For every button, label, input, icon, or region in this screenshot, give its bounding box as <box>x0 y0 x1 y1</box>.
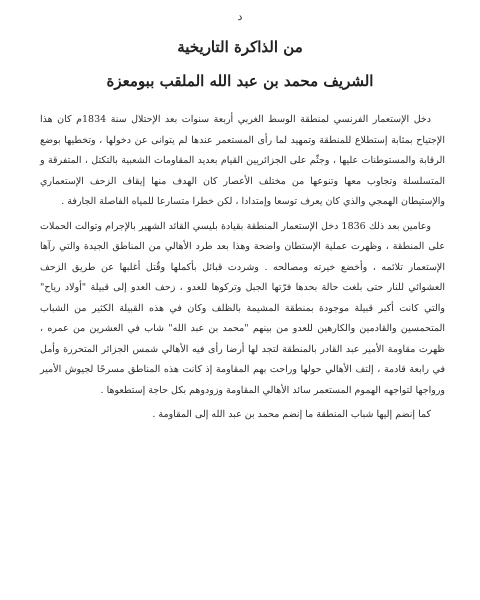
body-text <box>40 110 445 430</box>
article-title: الشريف محمد بن عبد الله الملقب ببومعزة <box>106 72 374 90</box>
section-heading: من الذاكرة التاريخية <box>177 38 303 56</box>
paragraph-2: وعامين بعد ذلك 1836 دخل الإستعمار المنطقة بقيادة بليسي القائد الشهير بالإجرام وتوالت الحملات على المنطقة ، وظهرت عملية الإستطان واضحة وهذا بعد طرد الأهالي من المناطق الجيدة والتي رآها الإستعمار تلائمه ، وأخضع خيرته ومصالحه . وشردت قبائل بأكملها وقُتل أغلبها عن طريق الزحف العشوائي للنار حتى بلغت حالة بحدها فرّتها الجبل وتركوها للعدو ، زحف العدو إلى قبيلة "أولاد رياح" والتي كانت أكبر قبيلة موجودة بمنطقة المشيمة بالظلف وكان في هذه القبيلة الكثير من الشباب المتحمسين والقادمين والكارهين للعدو من بينهم "محمد بن عبد الله" شاب في العشرين من عمره ، ظهرت مقاومة الأمير عبد القادر بالمنطقة لتجد لها أرضا رأى فيه الأهالي شمس الجزائر المتحررة وأمل في رابعة قادمة ، إلتف الأهالي حولها وراحت بهم المقاومة إذ كانت هذه المناطق مسرحًا لجيوش الأمير ورواجها لتواجهه الهموم المستعمر سائد الأهالي المقاومة وزودوهم بكل حاجة إستطعوها . <box>40 220 445 396</box>
paragraph-1: دخل الإستعمار الفرنسي لمنطقة الوسط الغربي أربعة سنوات بعد الإحتلال سنة 1834م كان هذا الإجتياح بمثابة إستطلاع للمنطقة وتمهيد لما رأى المستعمر عندها لم يتوانى عن دخولها ، وتخطيها بوضع الرقابة والمستوطنات عليها ، وجثّم على الجزائريين القيام بعديد المقاومات الشعبية بالتكتل ، المتفرقة و المتسلسلة وتجاوب معها وتنوعها من مختلف الأعصار كان الهدف منها إيقاف الزحف الإستعماري والإستيطان الهمجي والذي كان يعرف توسعا وإمتدادا ، لكن خطرا متسارعا للمياه الفاصلة الجارفة . <box>40 114 445 207</box>
paragraph-3: كما إنضم إليها شباب المنطقة ما إنضم محمد بن عبد الله إلى المقاومة . <box>152 409 431 420</box>
page-number: د <box>237 10 243 23</box>
